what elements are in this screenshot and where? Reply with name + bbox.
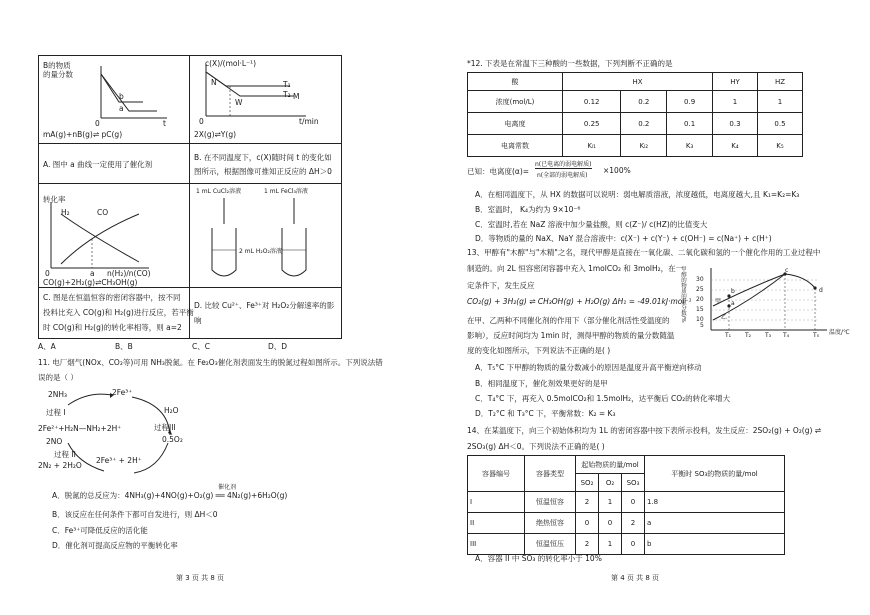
q13-label-c: c [785,267,789,274]
q13-label-a: a [731,300,735,307]
cycle-no: 2NO [46,437,63,446]
graph-b-equation: 2X(g)⇌Y(g) [194,130,237,139]
graph-b-T2: T₂ [283,90,291,99]
cycle-n2: 2N₂ + 2H₂O [38,461,82,470]
table-row [468,513,785,534]
cycle-o2: 0.5O₂ [162,435,183,444]
cycle-nh3: 2NH₃ [48,390,68,399]
table12-cell: Kₗ₂ [621,135,667,157]
q13-stem-1: 13、甲醇有"木醇"与"木精"之名，现代甲醇是直接在一氧化碳、二氧化碳和氢的一个催化作用的工业过程中 [467,248,821,257]
q12-fraction-bottom: n(全部的弱电解质) [537,172,588,179]
q13-option-d[interactable]: D．T₂°C 和 T₃°C 下，平衡常数：K₂ = K₃ [475,409,616,418]
q13-stem-2: 制造的。向 2L 恒容密闭容器中充入 1molCO₂ 和 3molH₂，在一 [467,264,684,273]
table14-header-o2: O₂ [599,474,622,492]
q11-stem-1: 11. 电厂烟气(NOx、CO₂等)可用 NH₃脱氮。在 Fe₂O₃催化剂表面发生的脱氮过程如图所示。下列说法错 [38,358,383,367]
table14-cell: b [645,534,785,555]
table14-header-so2: SO₂ [576,474,599,492]
graph-a-xaxis-t: t [163,119,166,128]
fecl3-label: 1 mL FeCl₃溶液 [264,188,308,195]
graph-b-W: W [235,98,243,107]
table12-header-hz: HZ [758,73,803,91]
answer-choice-b[interactable]: B、B [115,342,133,351]
graph-b-M: M [293,92,300,101]
q11-stem-2: 误的是（ ） [38,373,78,382]
table14-cell: 0 [622,534,645,555]
graph-b-N: N [211,78,217,87]
q13-label-yi: 乙 [721,314,728,321]
cycle-h2o: H₂O [164,406,179,415]
answer-choice-a[interactable]: A、A [38,342,56,351]
table14-header-so3: SO₃ [622,474,645,492]
q12-option-a[interactable]: A．在相同温度下，从 HX 的数据可以说明：弱电解质溶液，浓度越低，电离度越大,且 K₁=K₂=K₃ [475,190,800,199]
table14-cell: 1 [599,492,622,513]
table12-cell: 0.2 [621,91,667,113]
graph-a-ylabel-1: B的物质 [43,61,71,70]
q12-acid-table [467,72,803,157]
table14-cell: 2 [622,513,645,534]
table14-cell: III [468,534,525,555]
table-row [468,492,785,513]
table12-cell: K₄ [713,135,758,157]
table12-header-hx: HX [563,73,713,91]
table14-header-equilibrium: 平衡时 SO₃的物质的量/mol [645,456,785,492]
q11-option-d[interactable]: D．催化剂可提高反应物的平衡转化率 [52,541,178,550]
q11-option-a-catalyst: 催化剂 [218,484,237,491]
table14-cell: 绝热恒容 [525,513,576,534]
graph-b-T1: T₁ [283,80,291,89]
q13-ytick: 15 [696,306,704,313]
table14-header-container: 容器编号 [468,456,525,492]
q11-option-c[interactable]: C．Fe³⁺可降低反应的活化能 [52,526,148,535]
option-d-text-2: 响 [194,316,202,325]
q13-option-c[interactable]: C．T₄°C 下，再充入 0.5molCO₂和 1.5molH₂，达平衡后 CO₂的转化率增大 [475,394,731,403]
q12-fraction-top: n(已电离的弱电解质) [535,161,592,168]
page-footer-left: 第 3 页 共 8 页 [176,574,225,582]
q13-chart-ylabel: 甲醇的物质的量分数/% [680,266,686,323]
table12-cell: 0.9 [667,91,713,113]
q11-option-b[interactable]: B．该反应在任何条件下都可自发进行，则 ΔH＜0 [52,510,218,519]
graph-c-ylabel: 转化率 [43,195,66,204]
q13-ytick: 20 [696,296,704,303]
table12-cell: 0.1 [667,113,713,135]
q13-ytick: 30 [696,276,704,283]
table12-cell: 电离常数 [468,135,563,157]
option-c-text-1: C. 图是在恒温恒容的密闭容器中，按不同 [43,293,181,302]
table12-cell: 0.2 [621,113,667,135]
q14-container-table [467,455,785,555]
table14-header-type: 容器类型 [525,456,576,492]
table14-cell: 恒温恒压 [525,534,576,555]
q13-label-d: d [819,287,823,294]
q13-xtick: T₁ [725,332,732,339]
table12-header-acid: 酸 [468,73,563,91]
cycle-fe3-bottom: 2Fe³⁺ + 2H⁺ [96,456,142,465]
option-c-text-3: 时 CO(g)和 H₂(g)的转化率相等，则 a=2 [43,323,182,332]
q13-xtick: T₂ [745,332,752,339]
graph-c-CO: CO [97,208,109,217]
option-b-text-2: 图所示，根据图像可推知正反应的 ΔH＞0 [194,167,332,176]
graph-a-origin: 0 [95,119,100,128]
graph-b-ylabel: c(X)/(mol·L⁻¹) [205,59,256,68]
q13-option-a[interactable]: A．T₅°C 下甲醇的物质的量分数减小的原因是温度升高平衡逆向移动 [475,363,702,372]
table14-cell: 恒温恒容 [525,492,576,513]
table14-cell: 1 [599,534,622,555]
table12-cell: 0.12 [563,91,621,113]
q13-equation: CO₂(g) + 3H₂(g) ⇌ CH₃OH(g) + H₂O(g) ΔH₁ = -49.01kJ·mol⁻¹ [467,297,692,306]
table14-cell: 0 [576,513,599,534]
cycle-fe3-top: 2Fe³⁺ [112,388,133,397]
q14-option-a[interactable]: A．容器 II 中 SO₃ 的转化率小于 10% [475,554,602,563]
cycle-process-3: 过程III [154,423,176,432]
option-a-text: A. 图中 a 曲线一定使用了催化剂 [43,160,153,169]
graph-c-H2: H₂ [61,208,70,217]
answer-choice-c[interactable]: C、C [192,342,210,351]
q13-xtick: T₄ [783,332,790,339]
option-d-text-1: D. 比较 Cu²⁺、Fe³⁺对 H₂O₂分解速率的影 [194,301,335,310]
table14-cell: a [645,513,785,534]
graph-b-origin: 0 [199,117,204,126]
page-footer-right: 第 4 页 共 8 页 [611,574,660,582]
q11-option-a[interactable]: A．脱氮的总反应为：4NH₃(g)+4NO(g)+O₂(g) ══ 4N₂(g)+6H₂O(g) [52,491,288,500]
q12-fraction-tail: ×100% [603,166,631,175]
q13-chart-grid [711,280,819,320]
q13-xtick: T₅ [813,332,820,339]
table14-cell: II [468,513,525,534]
graph-c-equation: CO(g)+2H₂(g)⇌CH₃OH(g) [43,278,138,287]
graph-c-origin: 0 [45,269,50,278]
table12-cell: K₅ [758,135,803,157]
table12-cell: 0.5 [758,113,803,135]
table14-cell: 0 [599,513,622,534]
graph-c-a: a [90,269,95,278]
q13-stem-5: 影响），反应时间均为 1min 时，测得甲醇的物质的量分数随温 [467,331,675,340]
table-row [468,534,785,555]
q13-label-b: b [731,288,735,295]
q12-option-d[interactable]: D．等物质的量的 NaX、NaY 混合溶液中：c(X⁻) + c(Y⁻) + c(OH⁻) = c(Na⁺) + c(H⁺) [475,234,772,243]
table12-cell: 0.3 [713,113,758,135]
graph-a-curve-b: b [119,92,124,101]
table12-cell: K₃ [667,135,713,157]
table12-cell: 1 [758,91,803,113]
cycle-intermediate: 2Fe²⁺+H₂N—NH₂+2H⁺ [38,424,122,433]
q12-option-b[interactable]: B．室温时， K₄为约为 9×10⁻⁶ [475,205,581,214]
q12-title: *12. 下表是在常温下三种酸的一些数据，下列判断不正确的是 [467,59,673,68]
table12-cell: 电离度 [468,113,563,135]
table14-cell: 0 [622,492,645,513]
q13-label-jia: 甲 [715,298,722,305]
graph-b-xaxis: t/min [299,117,319,126]
answer-choice-d[interactable]: D、D [268,342,288,351]
graph-a-curve-a: a [119,104,124,113]
question-10-options-grid [38,55,342,339]
right-page [435,0,870,615]
table12-cell: 浓度(mol/L) [468,91,563,113]
table14-header-start: 起始物质的量/mol [576,456,645,474]
option-b-text-1: B. 在不同温度下，c(X)随时间 t 的变化如 [194,153,332,162]
table-row [468,91,803,113]
q13-stem-4: 在甲、乙两种不同催化剂的作用下（部分催化剂活性受温度的 [467,316,670,325]
graph-c-xlabel: n(H₂)/n(CO) [107,269,151,278]
table14-cell: 1.8 [645,492,785,513]
option-c-text-2: 投料比充入 CO(g)和 H₂(g)进行反应，若平衡 [43,308,194,317]
graph-a-ylabel-2: 的量分数 [43,70,73,79]
cycle-process-2: 过程 II [54,450,76,459]
q14-stem-1: 14、在某温度下，向三个初始体积均为 1L 的密闭容器中按下表所示投料，发生反应：2SO₂(g) + O₂(g) ⇌ [467,426,822,435]
table14-cell: 2 [576,492,599,513]
q13-xtick: T₃ [765,332,772,339]
table14-cell: I [468,492,525,513]
q13-chart-xlabel: 温度/℃ [829,329,850,336]
q13-ytick: 25 [696,286,704,293]
graph-a-equation: mA(g)+nB(g)⇌ pC(g) [43,130,123,139]
q13-stem-3: 定条件下，发生反应 [467,281,535,290]
table12-cell: 0.25 [563,113,621,135]
q12-known: 已知：电离度(α)= [467,167,530,176]
table12-cell: 1 [713,91,758,113]
table-row [468,135,803,157]
q13-stem-6: 度的变化如图所示，下列说法不正确的是( ) [467,346,611,355]
table-row [468,113,803,135]
q13-ytick: 10 [696,316,704,323]
q13-option-b[interactable]: B．相同温度下，催化剂效果更好的是甲 [475,379,608,388]
table12-cell: Kₗ₁ [563,135,621,157]
test-tube-apparatus [190,184,341,288]
table14-cell: 2 [576,534,599,555]
h2o2-label: 2 mL H₂O₂溶液 [239,248,282,255]
q14-stem-2: 2SO₃(g) ΔH＜0。下列说法不正确的是( ) [467,442,605,451]
q12-option-c[interactable]: C．室温时,若在 NaZ 溶液中加少量盐酸，则 c(Z⁻)/ c(HZ)的比值变大 [475,220,708,229]
table12-header-hy: HY [713,73,758,91]
q13-ytick: 5 [700,322,704,329]
cucl2-label: 1 mL CuCl₂溶液 [196,188,242,195]
cycle-process-1: 过程 I [46,408,66,417]
